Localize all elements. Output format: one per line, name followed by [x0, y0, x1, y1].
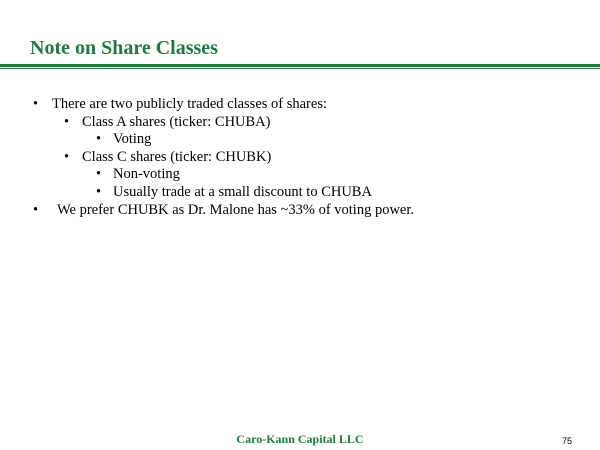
- bullet-text: Class A shares (ticker: CHUBA): [82, 113, 271, 130]
- bullet-dot: •: [96, 183, 102, 200]
- sub-sub-bullet-item: [0, 131, 600, 149]
- sub-sub-bullet-item: [0, 184, 600, 202]
- bullet-text: Voting: [113, 131, 152, 148]
- slide-title: Note on Share Classes: [30, 37, 218, 59]
- sub-bullet-item: [0, 114, 600, 132]
- title-divider-thin: [0, 68, 600, 69]
- sub-sub-bullet-item: [0, 166, 600, 184]
- bullet-text: Non-voting: [113, 166, 180, 183]
- bullet-dot: •: [64, 148, 70, 165]
- footer-company-name: Caro-Kann Capital LLC: [236, 432, 364, 446]
- bullet-dot: •: [96, 131, 102, 148]
- bullet-dot: •: [33, 201, 39, 218]
- bullet-dot: •: [33, 96, 39, 112]
- bullet-text: Class C shares (ticker: CHUBK): [82, 148, 272, 165]
- bullet-dot: •: [64, 113, 70, 130]
- bullet-text: We prefer CHUBK as Dr. Malone has ~33% of voting power.: [57, 201, 415, 218]
- bullet-list: [0, 96, 600, 219]
- bullet-text: Usually trade at a small discount to CHUBA: [113, 183, 372, 200]
- bullet-item: [0, 202, 600, 220]
- bullet-dot: •: [96, 166, 102, 183]
- sub-bullet-item: [0, 149, 600, 167]
- bullet-item: [0, 96, 600, 114]
- page-number: 75: [562, 436, 573, 446]
- bullet-text: There are two publicly traded classes of shares:: [52, 96, 327, 112]
- title-divider: [0, 64, 600, 67]
